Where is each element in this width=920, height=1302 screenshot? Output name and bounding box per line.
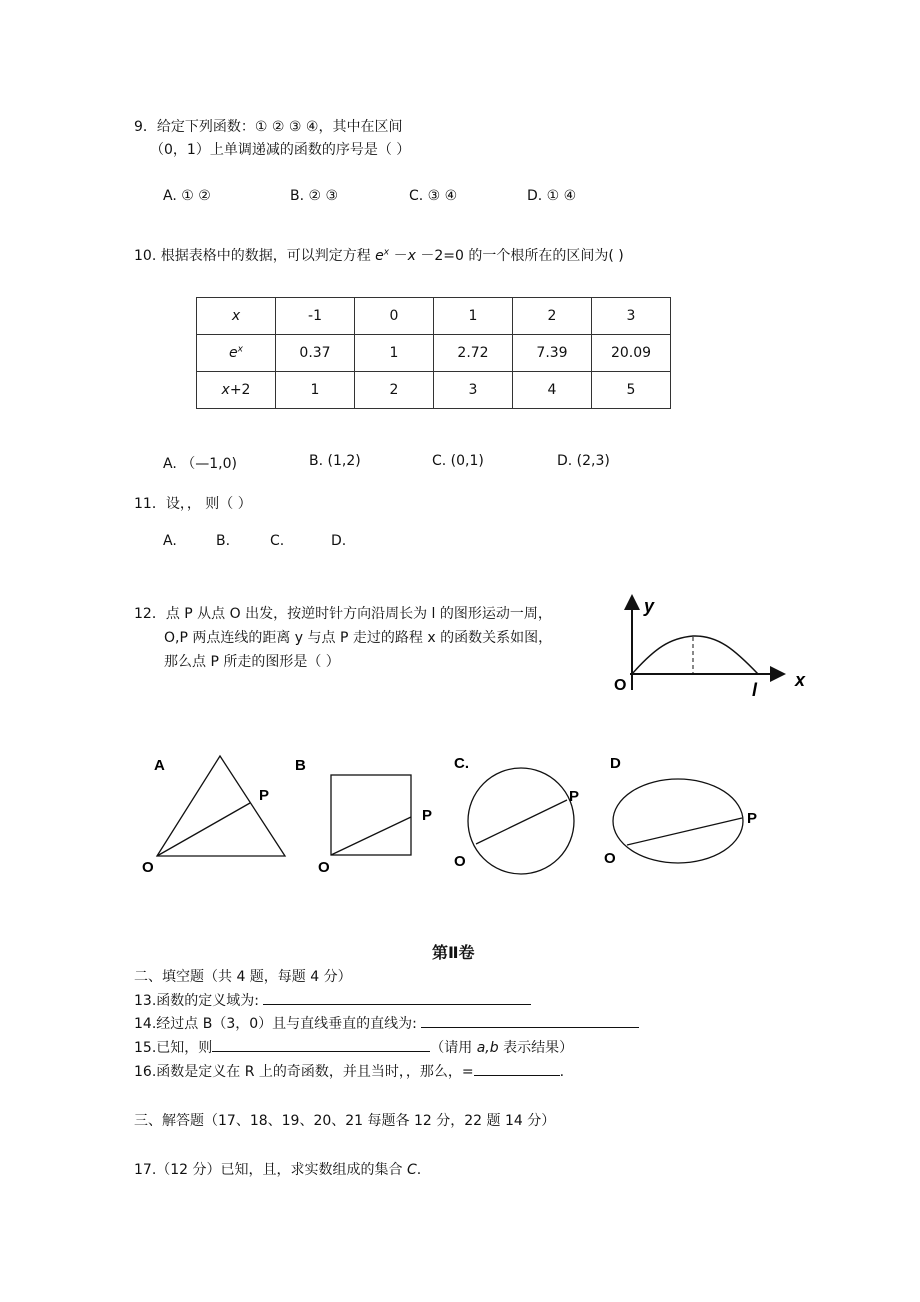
figure-c-letter: C. <box>454 755 469 772</box>
q10-option-b: B. (1,2) <box>309 453 361 469</box>
q10-option-c: C. (0,1) <box>432 453 484 469</box>
table-cell: 5 <box>592 372 671 409</box>
q10-suffix: －2=0 的一个根所在的区间为( ) <box>415 248 624 264</box>
q15-pre: 15.已知，则 <box>134 1040 213 1056</box>
q10-stem <box>134 245 624 265</box>
triangle-shape <box>157 756 285 856</box>
q9-line1: 9．给定下列函数：① ② ③ ④，其中在区间 <box>134 119 403 135</box>
q13-answer-blank[interactable] <box>263 990 531 1005</box>
q17-row <box>134 1159 421 1179</box>
table-cell: 20.09 <box>592 335 671 372</box>
q17-c: C <box>406 1162 417 1178</box>
q9-option-d: D. ① ④ <box>527 188 577 204</box>
figure-c-o: O <box>454 853 466 870</box>
distance-curve <box>632 636 758 674</box>
figure-d-letter: D <box>610 755 621 772</box>
q17-post: . <box>416 1162 422 1178</box>
q14-text: 14.经过点 B（3，0）且与直线垂直的直线为: <box>134 1016 417 1032</box>
q12-line1: 12．点 P 从点 O 出发，按逆时针方向沿周长为 l 的图形运动一周， <box>134 606 552 622</box>
q12-line2: O,P 两点连线的距离 y 与点 P 走过的路程 x 的函数关系如图， <box>164 630 553 646</box>
row-label-x: x <box>197 298 276 335</box>
table-row <box>197 335 671 372</box>
table-cell: 7.39 <box>513 335 592 372</box>
q11-option-b: B. <box>216 533 231 549</box>
figure-d-ellipse <box>600 748 770 878</box>
figure-c-p: P <box>569 788 580 805</box>
table-cell: 3 <box>592 298 671 335</box>
q16-post: . <box>559 1064 565 1080</box>
q15-post-ab: a,b <box>476 1040 499 1056</box>
graph-x-label: x <box>795 670 806 690</box>
row-label-ex-text: $e^x$ <box>229 344 243 362</box>
table-cell: 2 <box>513 298 592 335</box>
q10-value-table <box>196 297 671 409</box>
q15-post-a: （请用 <box>430 1040 477 1056</box>
figure-c-circle <box>448 748 608 878</box>
q10-eq-rest: － <box>389 248 408 264</box>
q10-eq-x: x <box>407 248 416 264</box>
op-segment <box>476 800 567 844</box>
q10-prefix: 10. 根据表格中的数据，可以判定方程 <box>134 248 376 264</box>
table-cell: 0 <box>355 298 434 335</box>
figure-b-letter: B <box>295 757 306 774</box>
table-cell: 2 <box>355 372 434 409</box>
figure-d-p: P <box>747 810 758 827</box>
q10-eq-sup: x <box>383 247 390 258</box>
q10-option-d: D. (2,3) <box>557 453 610 469</box>
q11-option-d: D. <box>331 533 347 549</box>
figure-b-o: O <box>318 859 330 876</box>
table-cell: 0.37 <box>276 335 355 372</box>
graph-origin-label: O <box>614 677 627 694</box>
figure-a-triangle <box>140 748 300 878</box>
q15-row <box>134 1037 573 1057</box>
q12-line3: 那么点 P 所走的图形是（ ） <box>164 654 340 670</box>
op-segment <box>157 803 250 856</box>
figure-b-p: P <box>422 807 433 824</box>
q16-row <box>134 1061 564 1081</box>
graph-y-label: y <box>644 596 655 616</box>
fill-heading: 二、填空题（共 4 题，每题 4 分） <box>134 969 352 985</box>
square-shape <box>331 775 411 855</box>
q9-line2: （0，1）上单调递减的函数的序号是（ ） <box>150 142 411 158</box>
figure-d-o: O <box>604 850 616 867</box>
table-row <box>197 298 671 335</box>
ellipse-shape <box>613 779 743 863</box>
op-segment <box>331 817 411 855</box>
q13-row <box>134 990 531 1010</box>
solve-heading: 三、解答题（17、18、19、20、21 每题各 12 分，22 题 14 分） <box>134 1113 556 1129</box>
row-label-x-plus-2: x+2 <box>197 372 276 409</box>
q11-option-a: A. <box>163 533 177 549</box>
q10-option-a: A. （—1,0) <box>163 456 237 472</box>
circle-shape <box>468 768 574 874</box>
q9-option-a: A. ① ② <box>163 188 211 204</box>
q16-pre: 16.函数是定义在 R 上的奇函数，并且当时，，那么，= <box>134 1064 474 1080</box>
table-cell: 4 <box>513 372 592 409</box>
figure-a-letter: A <box>154 757 165 774</box>
q14-answer-blank[interactable] <box>421 1013 639 1028</box>
table-cell: 3 <box>434 372 513 409</box>
q10-eq-e: e <box>375 248 384 264</box>
q17-pre: 17.（12 分）已知，且，求实数组成的集合 <box>134 1162 407 1178</box>
q9-option-c: C. ③ ④ <box>409 188 458 204</box>
row-label-ex <box>197 335 276 372</box>
table-row <box>197 372 671 409</box>
table-cell: 2.72 <box>434 335 513 372</box>
q12-distance-graph <box>600 590 820 710</box>
graph-l-label: l <box>752 680 758 700</box>
q15-answer-blank[interactable] <box>212 1037 430 1052</box>
figure-b-square <box>290 748 450 878</box>
table-cell: 1 <box>276 372 355 409</box>
part2-title: 第Ⅱ卷 <box>432 943 475 962</box>
q13-text: 13.函数的定义域为: <box>134 993 259 1009</box>
q16-answer-blank[interactable] <box>474 1061 560 1076</box>
q11-stem: 11．设，， 则（ ） <box>134 496 252 512</box>
q9-option-b: B. ② ③ <box>290 188 339 204</box>
q15-post-b: 表示结果） <box>498 1040 574 1056</box>
table-cell: 1 <box>355 335 434 372</box>
q14-row <box>134 1013 639 1033</box>
op-segment <box>627 818 742 845</box>
figure-a-o: O <box>142 859 154 876</box>
figure-a-p: P <box>259 787 270 804</box>
table-cell: -1 <box>276 298 355 335</box>
q11-option-c: C. <box>270 533 285 549</box>
table-cell: 1 <box>434 298 513 335</box>
